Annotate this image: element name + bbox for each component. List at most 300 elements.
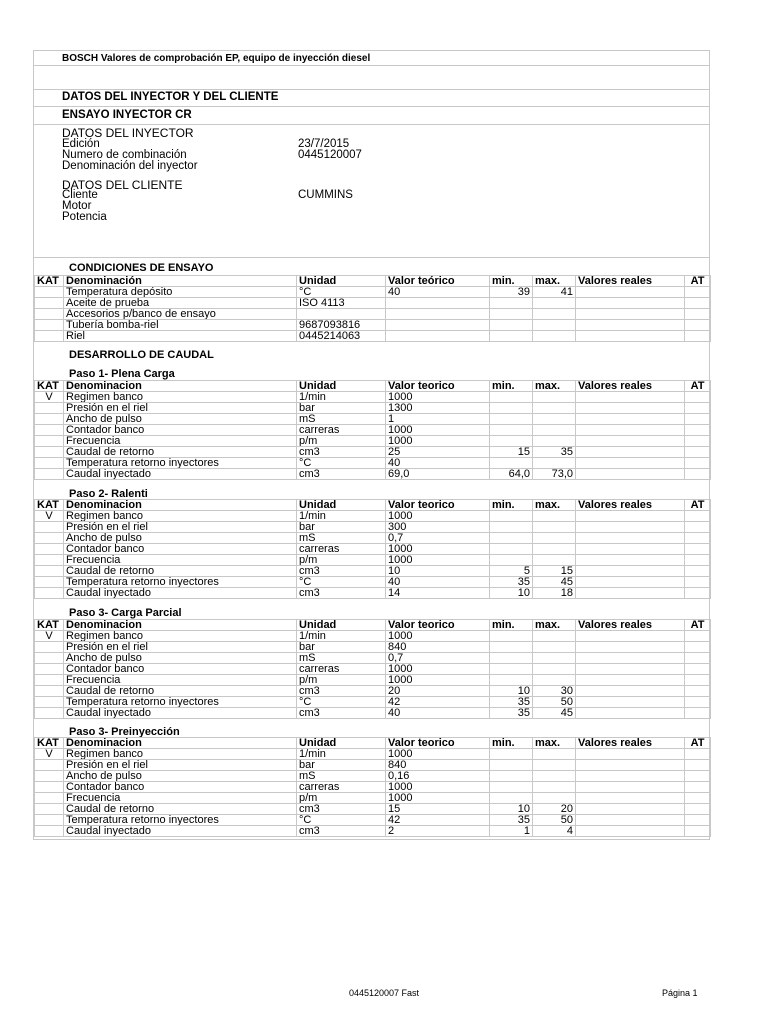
table-header-row xyxy=(35,276,711,287)
denomination-cell: Regimen banco xyxy=(64,631,297,642)
injector-values xyxy=(298,139,362,172)
max-cell: 15 xyxy=(533,566,576,577)
min-cell xyxy=(490,458,533,469)
table-row xyxy=(35,469,711,480)
denomination-cell: Ancho de pulso xyxy=(64,414,297,425)
step-title: Paso 3- Carga Parcial xyxy=(69,607,182,619)
kat-cell xyxy=(35,566,64,577)
section-test-title: ENSAYO INYECTOR CR xyxy=(62,109,192,121)
at-cell xyxy=(685,320,711,331)
column-header: Unidad xyxy=(297,500,386,511)
unit-cell: p/m xyxy=(297,555,386,566)
kat-cell xyxy=(35,544,64,555)
min-cell: 35 xyxy=(490,697,533,708)
max-cell xyxy=(533,436,576,447)
table-row xyxy=(35,686,711,697)
column-header: min. xyxy=(490,381,533,392)
min-cell xyxy=(490,544,533,555)
table-row xyxy=(35,642,711,653)
real-values-cell xyxy=(576,697,685,708)
min-cell xyxy=(490,631,533,642)
denomination-cell: Ancho de pulso xyxy=(64,771,297,782)
kat-cell xyxy=(35,522,64,533)
unit-cell: mS xyxy=(297,771,386,782)
denomination-cell: Ancho de pulso xyxy=(64,653,297,664)
column-header: Valor teorico xyxy=(386,500,490,511)
table-row xyxy=(35,414,711,425)
real-values-cell xyxy=(576,298,685,309)
real-values-cell xyxy=(576,566,685,577)
at-cell xyxy=(685,447,711,458)
divider xyxy=(34,89,710,90)
step-table xyxy=(34,499,711,599)
table-row xyxy=(35,522,711,533)
min-cell xyxy=(490,771,533,782)
unit-cell: cm3 xyxy=(297,469,386,480)
kat-cell xyxy=(35,815,64,826)
denomination-cell: Caudal de retorno xyxy=(64,447,297,458)
table-header-row xyxy=(35,620,711,631)
at-cell xyxy=(685,697,711,708)
kat-cell xyxy=(35,533,64,544)
injector-label: Denominación del inyector xyxy=(62,160,198,172)
table-row xyxy=(35,392,711,403)
theoretical-value-cell xyxy=(386,309,490,320)
real-values-cell xyxy=(576,555,685,566)
unit-cell: 9687093816 xyxy=(297,320,386,331)
kat-cell xyxy=(35,555,64,566)
at-cell xyxy=(685,533,711,544)
theoretical-value-cell: 1000 xyxy=(386,544,490,555)
table-row xyxy=(35,287,711,298)
max-cell xyxy=(533,392,576,403)
kat-cell: V xyxy=(35,392,64,403)
kat-cell xyxy=(35,697,64,708)
at-cell xyxy=(685,749,711,760)
min-cell: 5 xyxy=(490,566,533,577)
max-cell: 30 xyxy=(533,686,576,697)
denomination-cell: Caudal de retorno xyxy=(64,566,297,577)
kat-cell xyxy=(35,309,64,320)
real-values-cell xyxy=(576,522,685,533)
column-header: AT xyxy=(685,381,711,392)
footer-page-number: Página 1 xyxy=(662,988,698,998)
unit-cell: 1/min xyxy=(297,511,386,522)
unit-cell: cm3 xyxy=(297,686,386,697)
kat-cell xyxy=(35,414,64,425)
column-header: Denominacion xyxy=(64,738,297,749)
column-header: max. xyxy=(533,500,576,511)
at-cell xyxy=(685,555,711,566)
min-cell xyxy=(490,642,533,653)
max-cell xyxy=(533,522,576,533)
min-cell xyxy=(490,793,533,804)
step-table xyxy=(34,619,711,719)
min-cell xyxy=(490,664,533,675)
divider xyxy=(34,124,710,125)
unit-cell: carreras xyxy=(297,425,386,436)
theoretical-value-cell: 20 xyxy=(386,686,490,697)
denomination-cell: Regimen banco xyxy=(64,392,297,403)
column-header: Unidad xyxy=(297,620,386,631)
denomination-cell: Contador banco xyxy=(64,664,297,675)
unit-cell: °C xyxy=(297,287,386,298)
table-row xyxy=(35,555,711,566)
kat-cell xyxy=(35,804,64,815)
real-values-cell xyxy=(576,664,685,675)
kat-cell xyxy=(35,708,64,719)
unit-cell: mS xyxy=(297,414,386,425)
real-values-cell xyxy=(576,544,685,555)
min-cell xyxy=(490,760,533,771)
at-cell xyxy=(685,469,711,480)
theoretical-value-cell: 40 xyxy=(386,458,490,469)
column-header: max. xyxy=(533,620,576,631)
column-header: min. xyxy=(490,500,533,511)
max-cell: 41 xyxy=(533,287,576,298)
max-cell xyxy=(533,320,576,331)
denomination-cell: Presión en el riel xyxy=(64,403,297,414)
max-cell xyxy=(533,555,576,566)
real-values-cell xyxy=(576,708,685,719)
column-header: Denominación xyxy=(64,276,297,287)
at-cell xyxy=(685,782,711,793)
section-client-injector-title: DATOS DEL INYECTOR Y DEL CLIENTE xyxy=(62,91,279,103)
kat-cell xyxy=(35,287,64,298)
at-cell xyxy=(685,425,711,436)
kat-cell xyxy=(35,425,64,436)
kat-cell xyxy=(35,675,64,686)
kat-cell xyxy=(35,577,64,588)
real-values-cell xyxy=(576,760,685,771)
min-cell: 64,0 xyxy=(490,469,533,480)
table-header-row xyxy=(35,738,711,749)
at-cell xyxy=(685,708,711,719)
column-header: Valores reales xyxy=(576,738,685,749)
theoretical-value-cell: 14 xyxy=(386,588,490,599)
column-header: Valor teorico xyxy=(386,738,490,749)
at-cell xyxy=(685,675,711,686)
column-header: min. xyxy=(490,738,533,749)
denomination-cell: Temperatura retorno inyectores xyxy=(64,815,297,826)
real-values-cell xyxy=(576,815,685,826)
kat-cell xyxy=(35,436,64,447)
max-cell xyxy=(533,760,576,771)
denomination-cell: Regimen banco xyxy=(64,511,297,522)
theoretical-value-cell: 840 xyxy=(386,760,490,771)
column-header: max. xyxy=(533,738,576,749)
min-cell: 10 xyxy=(490,804,533,815)
injector-value: 23/7/2015 xyxy=(298,138,350,150)
at-cell xyxy=(685,287,711,298)
at-cell xyxy=(685,642,711,653)
max-cell xyxy=(533,309,576,320)
min-cell xyxy=(490,533,533,544)
real-values-cell xyxy=(576,392,685,403)
theoretical-value-cell: 1000 xyxy=(386,392,490,403)
max-cell: 18 xyxy=(533,588,576,599)
theoretical-value-cell xyxy=(386,298,490,309)
at-cell xyxy=(685,566,711,577)
unit-cell: 1/min xyxy=(297,749,386,760)
injector-labels xyxy=(62,139,198,172)
denomination-cell: Presión en el riel xyxy=(64,642,297,653)
theoretical-value-cell: 0,7 xyxy=(386,533,490,544)
at-cell xyxy=(685,793,711,804)
table-row xyxy=(35,320,711,331)
denomination-cell: Caudal inyectado xyxy=(64,826,297,837)
table-row xyxy=(35,436,711,447)
theoretical-value-cell: 25 xyxy=(386,447,490,458)
unit-cell: °C xyxy=(297,577,386,588)
kat-cell xyxy=(35,642,64,653)
theoretical-value-cell xyxy=(386,320,490,331)
real-values-cell xyxy=(576,826,685,837)
kat-cell xyxy=(35,826,64,837)
max-cell xyxy=(533,458,576,469)
max-cell xyxy=(533,771,576,782)
column-header: KAT xyxy=(35,500,64,511)
kat-cell xyxy=(35,403,64,414)
step-title: Paso 1- Plena Carga xyxy=(69,368,175,380)
real-values-cell xyxy=(576,320,685,331)
kat-cell xyxy=(35,331,64,342)
column-header: Unidad xyxy=(297,276,386,287)
max-cell xyxy=(533,403,576,414)
max-cell xyxy=(533,793,576,804)
unit-cell: cm3 xyxy=(297,804,386,815)
at-cell xyxy=(685,511,711,522)
denomination-cell: Caudal inyectado xyxy=(64,469,297,480)
real-values-cell xyxy=(576,588,685,599)
max-cell xyxy=(533,298,576,309)
min-cell xyxy=(490,309,533,320)
min-cell: 10 xyxy=(490,588,533,599)
max-cell: 50 xyxy=(533,697,576,708)
theoretical-value-cell: 69,0 xyxy=(386,469,490,480)
test-conditions-table xyxy=(34,275,711,342)
table-row xyxy=(35,708,711,719)
theoretical-value-cell: 10 xyxy=(386,566,490,577)
unit-cell: bar xyxy=(297,522,386,533)
max-cell: 45 xyxy=(533,577,576,588)
injector-label: Numero de combinación xyxy=(62,149,187,161)
unit-cell: cm3 xyxy=(297,708,386,719)
kat-cell xyxy=(35,653,64,664)
client-labels xyxy=(62,190,107,223)
theoretical-value-cell: 1000 xyxy=(386,749,490,760)
theoretical-value-cell: 42 xyxy=(386,697,490,708)
at-cell xyxy=(685,577,711,588)
at-cell xyxy=(685,826,711,837)
table-row xyxy=(35,533,711,544)
column-header: Unidad xyxy=(297,381,386,392)
kat-cell: V xyxy=(35,511,64,522)
denomination-cell: Caudal inyectado xyxy=(64,588,297,599)
document-title: BOSCH Valores de comprobación EP, equipo de inyección diesel xyxy=(33,50,710,66)
denomination-cell: Frecuencia xyxy=(64,675,297,686)
unit-cell: 1/min xyxy=(297,631,386,642)
table-row xyxy=(35,403,711,414)
client-data-title: DATOS DEL CLIENTE xyxy=(62,178,183,192)
at-cell xyxy=(685,804,711,815)
max-cell: 73,0 xyxy=(533,469,576,480)
table-row xyxy=(35,804,711,815)
theoretical-value-cell: 1000 xyxy=(386,631,490,642)
max-cell: 4 xyxy=(533,826,576,837)
table-row xyxy=(35,631,711,642)
column-header: AT xyxy=(685,500,711,511)
at-cell xyxy=(685,664,711,675)
min-cell xyxy=(490,653,533,664)
injector-data-title: DATOS DEL INYECTOR xyxy=(62,126,194,140)
unit-cell: °C xyxy=(297,458,386,469)
min-cell xyxy=(490,675,533,686)
table-row xyxy=(35,447,711,458)
test-conditions-title: CONDICIONES DE ENSAYO xyxy=(69,262,214,274)
at-cell xyxy=(685,298,711,309)
unit-cell: carreras xyxy=(297,782,386,793)
injector-label: Edición xyxy=(62,138,100,150)
unit-cell: cm3 xyxy=(297,826,386,837)
max-cell xyxy=(533,642,576,653)
theoretical-value-cell: 1 xyxy=(386,414,490,425)
denomination-cell: Ancho de pulso xyxy=(64,533,297,544)
at-cell xyxy=(685,653,711,664)
real-values-cell xyxy=(576,331,685,342)
column-header: Unidad xyxy=(297,738,386,749)
unit-cell: °C xyxy=(297,697,386,708)
theoretical-value-cell: 1300 xyxy=(386,403,490,414)
denomination-cell: Caudal de retorno xyxy=(64,686,297,697)
denomination-cell: Regimen banco xyxy=(64,749,297,760)
theoretical-value-cell: 1000 xyxy=(386,555,490,566)
client-label: Motor xyxy=(62,200,92,212)
max-cell xyxy=(533,664,576,675)
real-values-cell xyxy=(576,782,685,793)
table-row xyxy=(35,782,711,793)
max-cell xyxy=(533,749,576,760)
real-values-cell xyxy=(576,749,685,760)
unit-cell: p/m xyxy=(297,675,386,686)
client-value xyxy=(298,212,353,223)
denomination-cell: Frecuencia xyxy=(64,555,297,566)
denomination-cell: Aceite de prueba xyxy=(64,298,297,309)
table-row xyxy=(35,697,711,708)
theoretical-value-cell: 42 xyxy=(386,815,490,826)
real-values-cell xyxy=(576,436,685,447)
theoretical-value-cell: 1000 xyxy=(386,793,490,804)
theoretical-value-cell: 1000 xyxy=(386,511,490,522)
step-table xyxy=(34,737,711,837)
column-header: max. xyxy=(533,381,576,392)
theoretical-value-cell: 40 xyxy=(386,577,490,588)
injector-value: 0445120007 xyxy=(298,149,362,161)
table-row xyxy=(35,588,711,599)
theoretical-value-cell: 1000 xyxy=(386,425,490,436)
denomination-cell: Temperatura retorno inyectores xyxy=(64,458,297,469)
unit-cell: cm3 xyxy=(297,566,386,577)
max-cell xyxy=(533,425,576,436)
column-header: Valores reales xyxy=(576,500,685,511)
table-header-row xyxy=(35,381,711,392)
min-cell: 35 xyxy=(490,577,533,588)
denomination-cell: Tubería bomba-riel xyxy=(64,320,297,331)
at-cell xyxy=(685,403,711,414)
table-row xyxy=(35,544,711,555)
table-row xyxy=(35,675,711,686)
kat-cell xyxy=(35,664,64,675)
unit-cell: mS xyxy=(297,533,386,544)
unit-cell: cm3 xyxy=(297,588,386,599)
theoretical-value-cell: 40 xyxy=(386,708,490,719)
kat-cell xyxy=(35,469,64,480)
client-label: Cliente xyxy=(62,189,98,201)
denomination-cell: Frecuencia xyxy=(64,793,297,804)
table-row xyxy=(35,298,711,309)
denomination-cell: Temperatura retorno inyectores xyxy=(64,697,297,708)
theoretical-value-cell: 1000 xyxy=(386,436,490,447)
column-header: AT xyxy=(685,620,711,631)
max-cell xyxy=(533,331,576,342)
table-row xyxy=(35,566,711,577)
real-values-cell xyxy=(576,469,685,480)
min-cell xyxy=(490,522,533,533)
min-cell: 39 xyxy=(490,287,533,298)
theoretical-value-cell: 40 xyxy=(386,287,490,298)
at-cell xyxy=(685,771,711,782)
at-cell xyxy=(685,544,711,555)
max-cell xyxy=(533,782,576,793)
kat-cell xyxy=(35,771,64,782)
table-row xyxy=(35,577,711,588)
kat-cell xyxy=(35,447,64,458)
real-values-cell xyxy=(576,511,685,522)
real-values-cell xyxy=(576,447,685,458)
real-values-cell xyxy=(576,533,685,544)
column-header: Valor teórico xyxy=(386,276,490,287)
column-header: Valor teorico xyxy=(386,381,490,392)
denomination-cell: Frecuencia xyxy=(64,436,297,447)
step-table xyxy=(34,380,711,480)
real-values-cell xyxy=(576,771,685,782)
real-values-cell xyxy=(576,631,685,642)
real-values-cell xyxy=(576,425,685,436)
min-cell xyxy=(490,331,533,342)
theoretical-value-cell: 1000 xyxy=(386,782,490,793)
column-header: AT xyxy=(685,276,711,287)
unit-cell: bar xyxy=(297,760,386,771)
min-cell xyxy=(490,511,533,522)
max-cell: 50 xyxy=(533,815,576,826)
client-value xyxy=(298,201,353,212)
at-cell xyxy=(685,815,711,826)
client-values xyxy=(298,190,353,223)
table-row xyxy=(35,664,711,675)
table-row xyxy=(35,771,711,782)
kat-cell: V xyxy=(35,631,64,642)
column-header: Valores reales xyxy=(576,276,685,287)
max-cell xyxy=(533,631,576,642)
denomination-cell: Contador banco xyxy=(64,425,297,436)
at-cell xyxy=(685,686,711,697)
min-cell: 1 xyxy=(490,826,533,837)
table-row xyxy=(35,653,711,664)
theoretical-value-cell: 0,7 xyxy=(386,653,490,664)
column-header: Valores reales xyxy=(576,381,685,392)
divider xyxy=(34,257,710,258)
real-values-cell xyxy=(576,403,685,414)
